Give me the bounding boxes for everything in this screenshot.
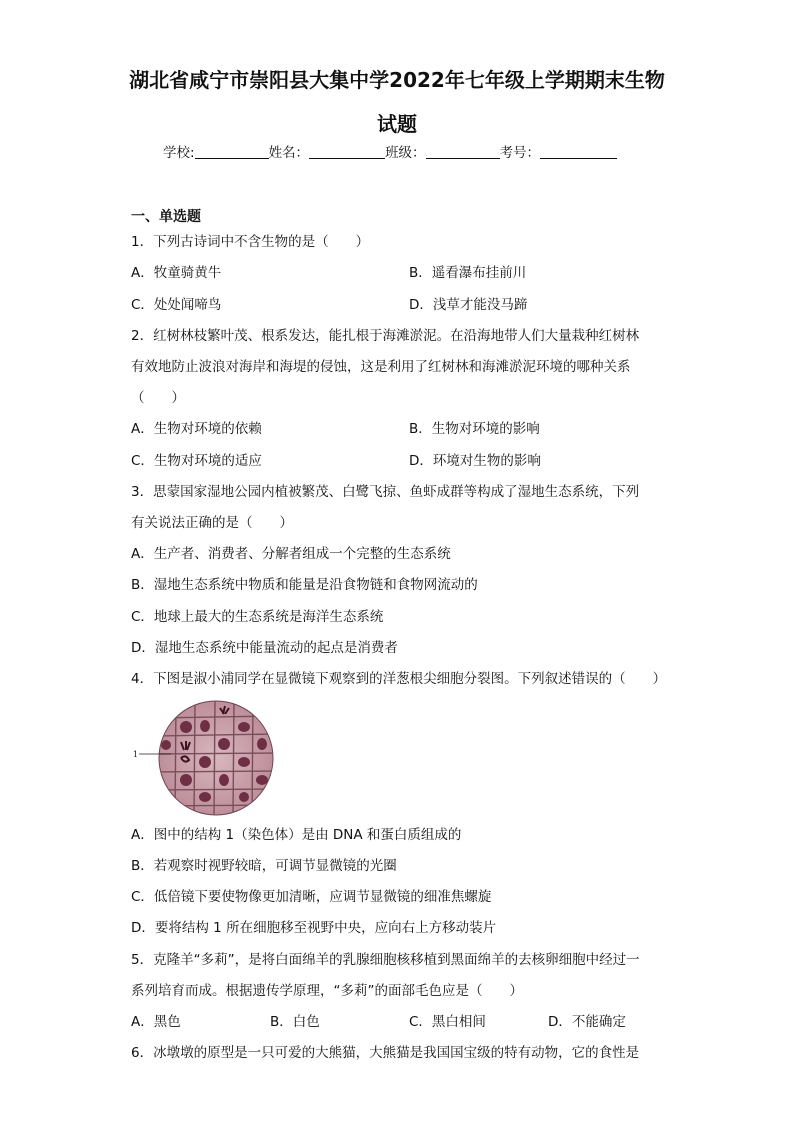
- question-4-option-d[interactable]: D．要将结构 1 所在细胞移至视野中央，应向右上方移动装片: [131, 920, 497, 936]
- question-5-option-c[interactable]: C．黑白相间: [409, 1014, 486, 1030]
- question-3-stem-line2: 有关说法正确的是（ ）: [131, 515, 293, 531]
- student-info-row: [163, 143, 617, 163]
- class-label: 班级：: [385, 145, 426, 161]
- question-4-stem: 4．下图是淑小浦同学在显微镜下观察到的洋葱根尖细胞分裂图。下列叙述错误的（ ）: [131, 671, 667, 687]
- name-label: 姓名：: [268, 145, 310, 161]
- question-5-option-a[interactable]: A．黑色: [131, 1014, 181, 1030]
- question-2-option-c[interactable]: C．生物对环境的适应: [131, 453, 262, 469]
- question-5-option-d[interactable]: D．不能确定: [548, 1014, 626, 1030]
- question-5-stem-line1: 5．克隆羊“多莉”，是将白面绵羊的乳腺细胞核移植到黑面绵羊的去核卵细胞中经过一: [131, 952, 640, 968]
- school-blank[interactable]: [195, 144, 269, 159]
- question-5-stem-line2: 系列培育而成。根据遗传学原理，“多莉”的面部毛色应是（ ）: [131, 983, 523, 999]
- question-4-option-c[interactable]: C．低倍镜下要使物像更加清晰，应调节显微镜的细准焦螺旋: [131, 889, 492, 905]
- id-blank[interactable]: [540, 144, 617, 159]
- figure-label-1: 1: [133, 750, 139, 759]
- micrograph-svg: [131, 700, 281, 818]
- question-5-option-b[interactable]: B．白色: [270, 1014, 320, 1030]
- question-2-option-a[interactable]: A．生物对环境的依赖: [131, 421, 262, 437]
- question-2-stem-line1: 2．红树林枝繁叶茂、根系发达，能扎根于海滩淤泥。在沿海地带人们大量栽种红树林: [131, 328, 640, 344]
- question-3-option-d[interactable]: D．湿地生态系统中能量流动的起点是消费者: [131, 640, 398, 656]
- question-1-option-c[interactable]: C．处处闻啼鸟: [131, 297, 222, 313]
- exam-title-line2: 试题: [377, 112, 417, 136]
- question-1-stem: 1．下列古诗词中不含生物的是（ ）: [131, 234, 370, 250]
- question-2-stem-line3: （ ）: [131, 390, 185, 406]
- question-3-option-a[interactable]: A．生产者、消费者、分解者组成一个完整的生态系统: [131, 546, 451, 562]
- question-6-stem: 6．冰墩墩的原型是一只可爱的大熊猫，大熊猫是我国国宝级的特有动物，它的食性是: [131, 1045, 640, 1061]
- name-blank[interactable]: [309, 144, 385, 159]
- section-title: 一、单选题: [131, 209, 201, 225]
- question-4-option-a[interactable]: A．图中的结构 1（染色体）是由 DNA 和蛋白质组成的: [131, 827, 462, 843]
- question-2-stem-line2: 有效地防止波浪对海岸和海堤的侵蚀，这是利用了红树林和海滩淤泥环境的哪种关系: [131, 359, 631, 375]
- question-3-stem-line1: 3．思蒙国家湿地公园内植被繁茂、白鹭飞掠、鱼虾成群等构成了湿地生态系统，下列: [131, 484, 640, 500]
- onion-root-tip-micrograph: [131, 700, 281, 818]
- question-1-option-a[interactable]: A．牧童骑黄牛: [131, 265, 222, 281]
- school-label: 学校:: [163, 145, 195, 161]
- class-blank[interactable]: [426, 144, 500, 159]
- question-3-option-c[interactable]: C．地球上最大的生态系统是海洋生态系统: [131, 609, 384, 625]
- question-1-option-d[interactable]: D．浅草才能没马蹄: [409, 297, 528, 313]
- question-4-option-b[interactable]: B．若观察时视野较暗，可调节显微镜的光圈: [131, 858, 397, 874]
- exam-title-line1: 湖北省咸宁市崇阳县大集中学2022年七年级上学期期末生物: [129, 68, 665, 92]
- id-label: 考号：: [499, 145, 541, 161]
- question-2-option-d[interactable]: D．环境对生物的影响: [409, 453, 541, 469]
- question-1-option-b[interactable]: B．遥看瀑布挂前川: [409, 265, 527, 281]
- question-2-option-b[interactable]: B．生物对环境的影响: [409, 421, 540, 437]
- question-3-option-b[interactable]: B．湿地生态系统中物质和能量是沿食物链和食物网流动的: [131, 577, 478, 593]
